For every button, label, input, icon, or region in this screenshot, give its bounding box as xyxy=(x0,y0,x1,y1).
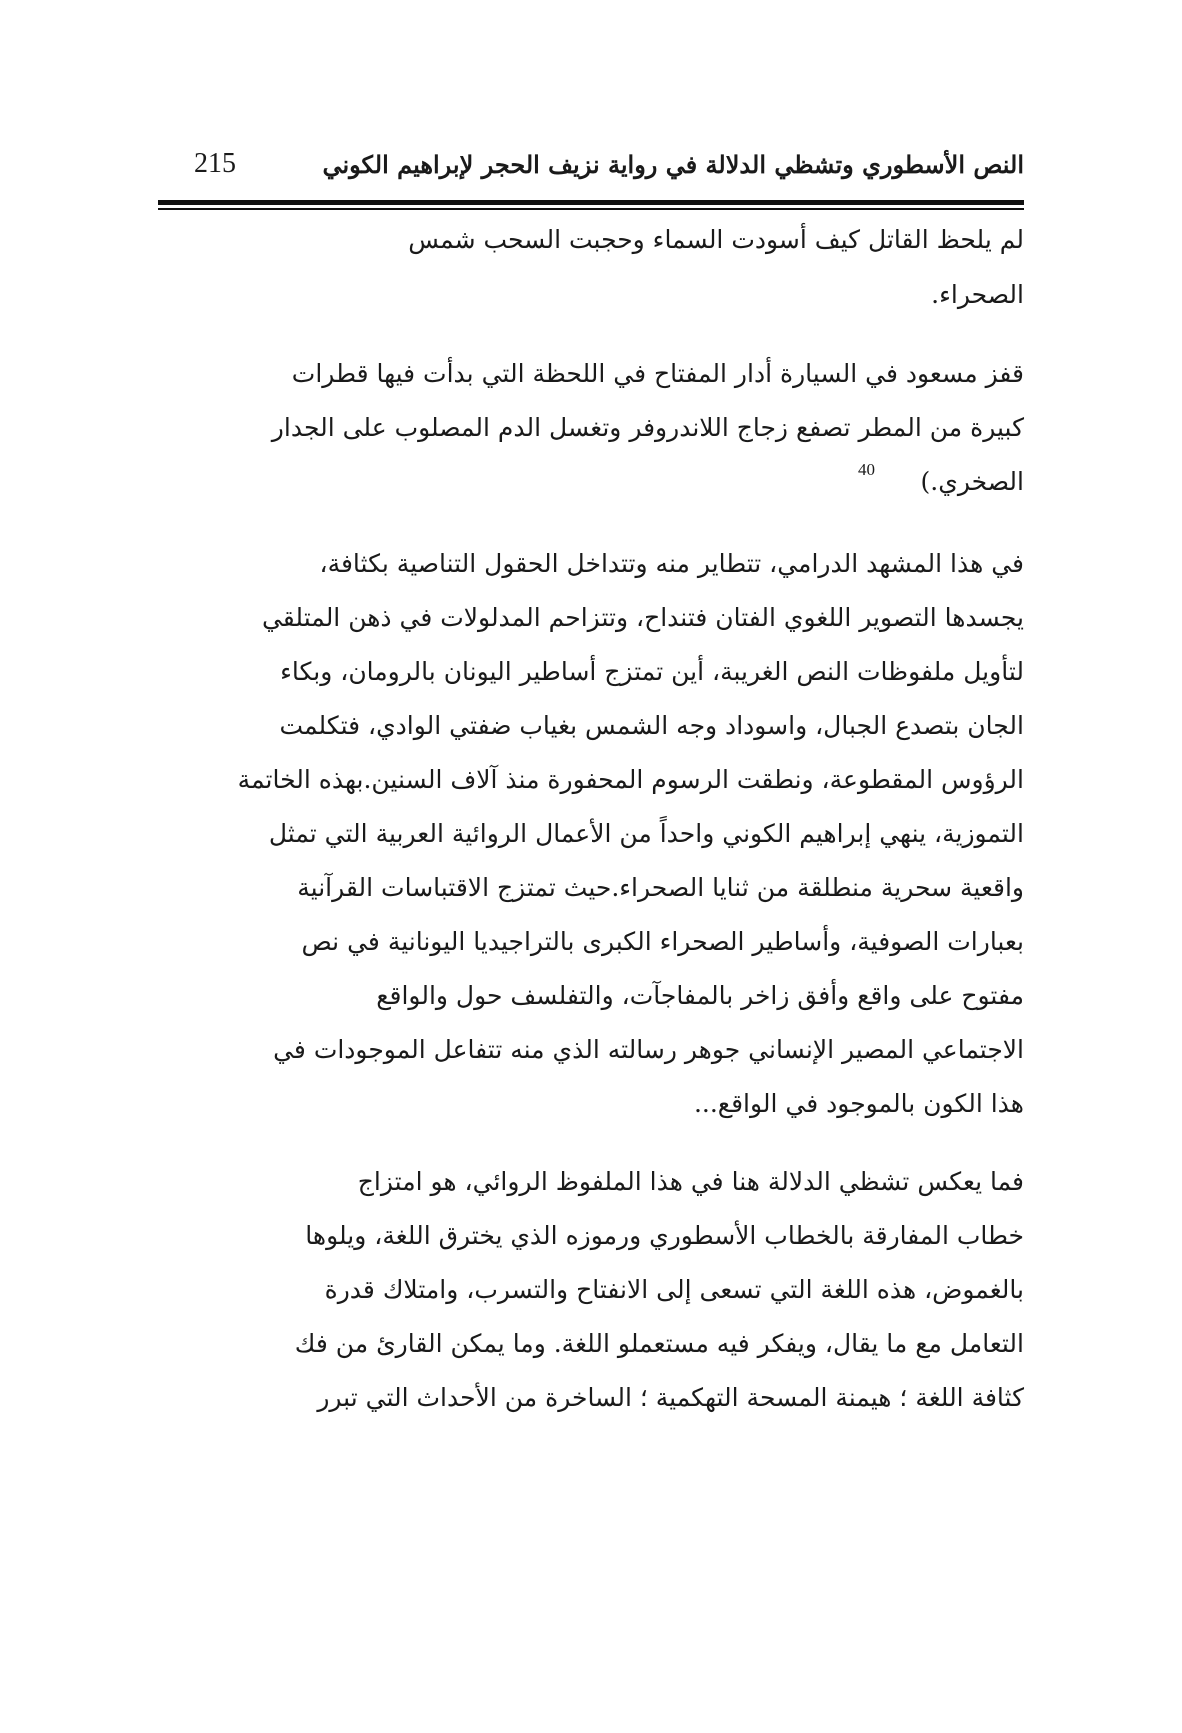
footnote-marker: 40 xyxy=(858,460,875,479)
paragraph-line: مفتوح على واقع وأفق زاخر بالمفاجآت، والتفلسف حول والواقع xyxy=(376,981,1024,1010)
quote-line-text: الصخري.) xyxy=(920,467,1024,496)
paragraph-line: هذا الكون بالموجود في الواقع... xyxy=(693,1089,1024,1118)
paragraph-line: لتأويل ملفوظات النص الغريبة، أين تمتزج أساطير اليونان بالرومان، وبكاء xyxy=(280,657,1024,686)
paragraph-line: بالغموض، هذه اللغة التي تسعى إلى الانفتاح والتسرب، وامتلاك قدرة xyxy=(324,1275,1024,1304)
header-rule-thick xyxy=(158,200,1024,205)
quote-line: لم يلحظ القاتل كيف أسودت السماء وحجبت السحب شمس xyxy=(408,225,1024,254)
page-header xyxy=(158,150,1024,192)
quote-line: الصحراء. xyxy=(931,280,1024,309)
paragraph-line: التموزية، ينهي إبراهيم الكوني واحداً من الأعمال الروائية العربية التي تمثل xyxy=(268,819,1024,848)
running-title: النص الأسطوري وتشظي الدلالة في رواية نزيف الحجر لإبراهيم الكوني xyxy=(322,150,1024,179)
paragraph-line: الاجتماعي المصير الإنساني جوهر رسالته الذي منه تتفاعل الموجودات في xyxy=(273,1035,1024,1064)
paragraph-line: واقعية سحرية منطلقة من ثنايا الصحراء.حيث تمتزج الاقتباسات القرآنية xyxy=(297,873,1024,902)
paragraph-line: فما يعكس تشظي الدلالة هنا في هذا الملفوظ الروائي، هو امتزاج xyxy=(357,1167,1024,1196)
paragraph-line: الرؤوس المقطوعة، ونطقت الرسوم المحفورة منذ آلاف السنين.بهذه الخاتمة xyxy=(237,765,1024,794)
paragraph-line: يجسدها التصوير اللغوي الفتان فتنداح، وتتزاحم المدلولات في ذهن المتلقي xyxy=(261,603,1024,632)
quote-line-last xyxy=(158,462,1024,502)
quote-line: قفز مسعود في السيارة أدار المفتاح في اللحظة التي بدأت فيها قطرات xyxy=(291,359,1024,388)
paragraph-line: كثافة اللغة ؛ هيمنة المسحة التهكمية ؛ الساخرة من الأحداث التي تبرر xyxy=(317,1383,1024,1412)
paragraph-line: في هذا المشهد الدرامي، تتطاير منه وتتداخل الحقول التناصية بكثافة، xyxy=(319,549,1024,578)
page-number: 215 xyxy=(194,148,236,179)
paragraph-line: خطاب المفارقة بالخطاب الأسطوري ورموزه الذي يخترق اللغة، ويلوها xyxy=(305,1221,1024,1250)
paragraph-line: الجان بتصدع الجبال، واسوداد وجه الشمس بغياب ضفتي الوادي، فتكلمت xyxy=(279,711,1024,740)
quote-line: كبيرة من المطر تصفع زجاج اللاندروفر وتغسل الدم المصلوب على الجدار xyxy=(271,413,1024,442)
paragraph-line: بعبارات الصوفية، وأساطير الصحراء الكبرى بالتراجيديا اليونانية في نص xyxy=(301,927,1024,956)
header-rule-thin xyxy=(158,208,1024,210)
paragraph-line: التعامل مع ما يقال، ويفكر فيه مستعملو اللغة. وما يمكن القارئ من فك xyxy=(294,1329,1024,1358)
